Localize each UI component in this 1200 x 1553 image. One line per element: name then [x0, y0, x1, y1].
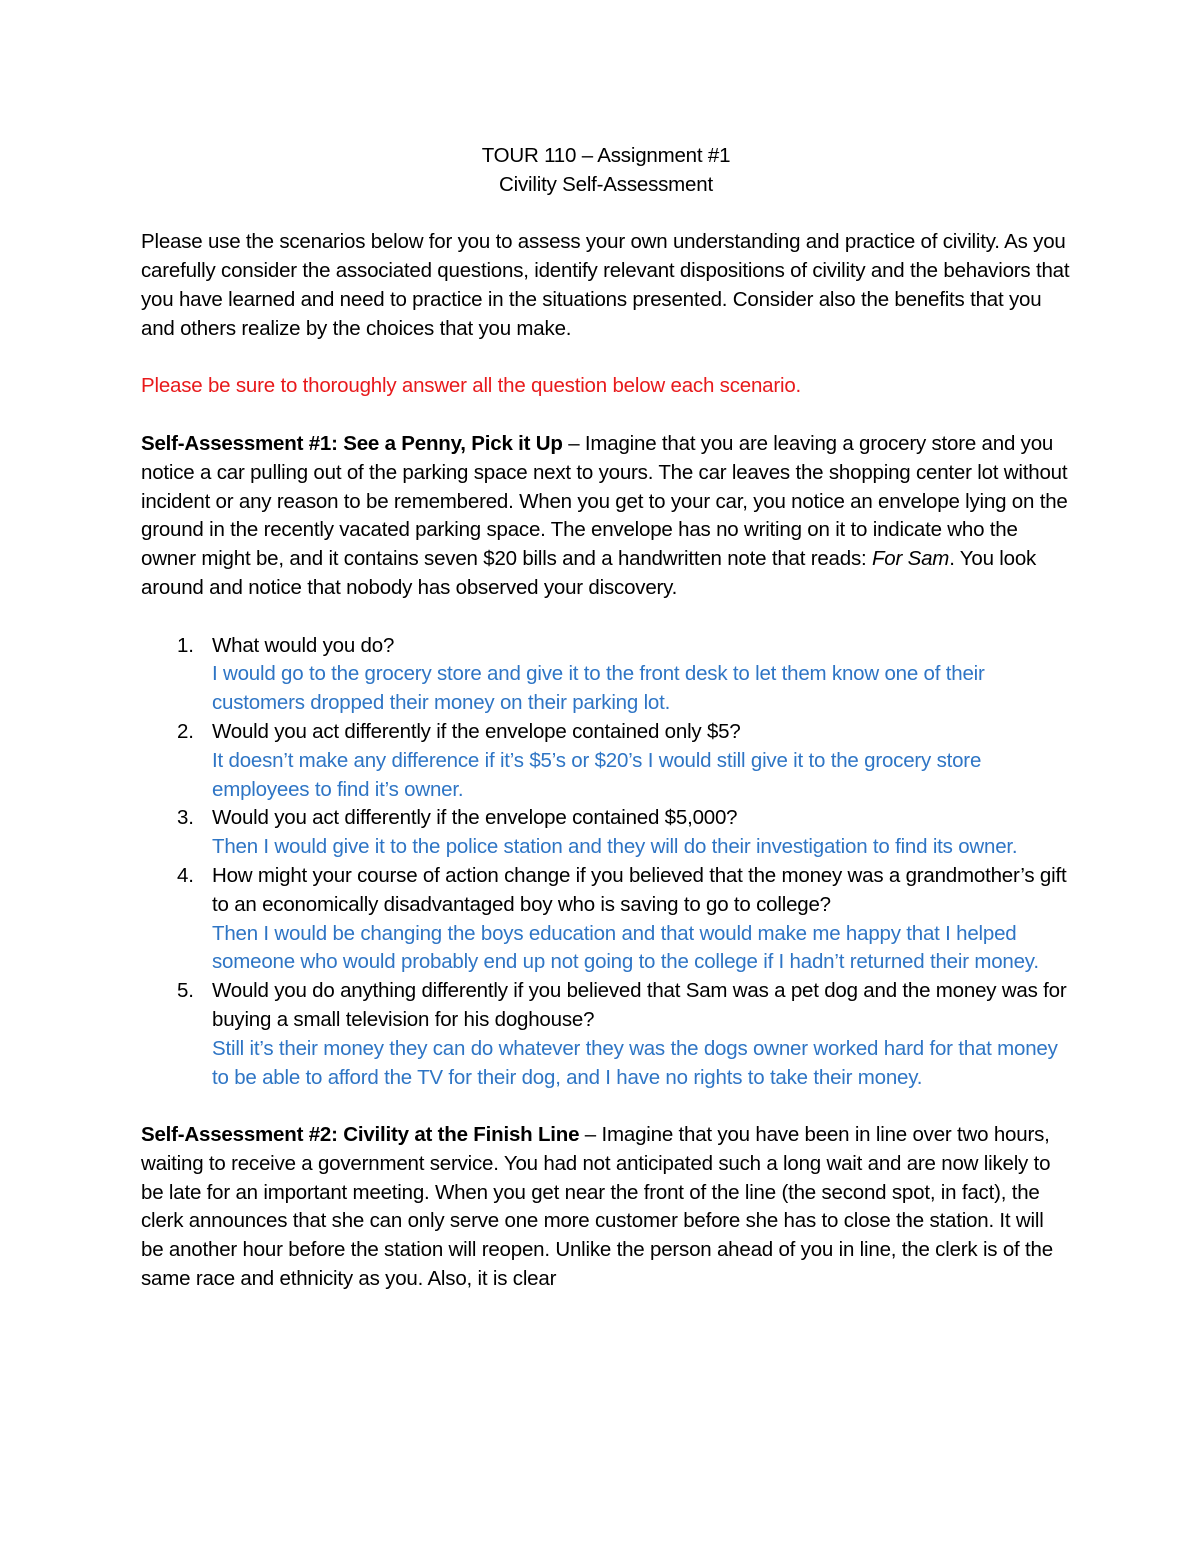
question-number: 1. — [177, 633, 194, 657]
assessment-1-body-part2: . You look around and notice that nobody has observed your discovery. — [141, 547, 1037, 599]
question-item — [141, 718, 1071, 804]
answer-text: Still it’s their money they can do whatever they was the dogs owner worked hard for that money to be able to afford the TV for their dog, and I have no rights to take their money. — [212, 1036, 1058, 1089]
question-item — [141, 632, 1071, 718]
question-text: Would you act differently if the envelope contained only $5? — [212, 719, 741, 743]
question-number: 5. — [177, 979, 194, 1003]
document-subtitle: Civility Self-Assessment — [499, 172, 713, 196]
title-block — [141, 142, 1071, 200]
question-number: 2. — [177, 719, 194, 743]
answer-text: It doesn’t make any difference if it’s $5’s or $20’s I would still give it to the grocery store employees to find it’s owner. — [212, 748, 982, 801]
assessment-2-body: – Imagine that you have been in line over two hours, waiting to receive a government service. You had not anticipated such a long wait and are now likely to be late for an important meeting. When you get near the front of the line (the second spot, in fact), the clerk announces that she can only serve one more customer before she has to close the station. It will be another hour before the station will reopen. Unlike the person ahead of you in line, the clerk is of the same race and ethnicity as you. Also, it is clear — [141, 1123, 1053, 1291]
assessment-1-paragraph — [141, 430, 1071, 603]
assessment-2-heading: Self-Assessment #2: Civility at the Finish Line — [141, 1123, 580, 1147]
assessment-2-paragraph — [141, 1121, 1071, 1294]
question-text: Would you do anything differently if you believed that Sam was a pet dog and the money was for buying a small television for his doghouse? — [212, 979, 1067, 1031]
question-item — [141, 804, 1071, 862]
document-page — [141, 142, 1071, 1323]
answer-text: Then I would give it to the police station and they will do their investigation to find its owner. — [212, 835, 1018, 859]
question-number: 3. — [177, 806, 194, 830]
assessment-1-note: For Sam — [871, 547, 950, 571]
answer-text: I would go to the grocery store and give it to the front desk to let them know one of their customers dropped their money on their parking lot. — [212, 662, 985, 715]
question-text: Would you act differently if the envelope contained $5,000? — [212, 806, 738, 830]
question-number: 4. — [177, 863, 194, 887]
answer-text: Then I would be changing the boys education and that would make me happy that I helped someone who would probably end up not going to the college if I hadn’t returned their money. — [212, 921, 1039, 974]
assessment-1-heading: Self-Assessment #1: See a Penny, Pick it Up — [141, 431, 563, 455]
instruction-paragraph: Please be sure to thoroughly answer all the question below each scenario. — [141, 374, 802, 398]
assessment-1-body-part1: – Imagine that you are leaving a grocery store and you notice a car pulling out of the parking space next to yours. The car leaves the shopping center lot without incident or any reason to be remembered. When you get to your car, you notice an envelope lying on the ground in the recently vacated parking space. The envelope has no writing on it to indicate who the owner might be, and it contains seven $20 bills and a handwritten note that reads: — [141, 431, 1068, 571]
question-text: How might your course of action change if you believed that the money was a grandmother’s gift to an economically disadvantaged boy who is saving to go to college? — [212, 863, 1067, 916]
question-text: What would you do? — [212, 633, 395, 657]
question-item — [141, 862, 1071, 977]
question-item — [141, 977, 1071, 1092]
assessment-1-questions — [141, 632, 1071, 1093]
intro-paragraph: Please use the scenarios below for you to assess your own understanding and practice of civility. As you carefully consider the associated questions, identify relevant dispositions of civility and the behaviors that you have learned and need to practice in the situations presented. Consider also the benefits that you and others realize by the choices that you make. — [141, 230, 1070, 340]
document-title: TOUR 110 – Assignment #1 — [481, 144, 731, 167]
